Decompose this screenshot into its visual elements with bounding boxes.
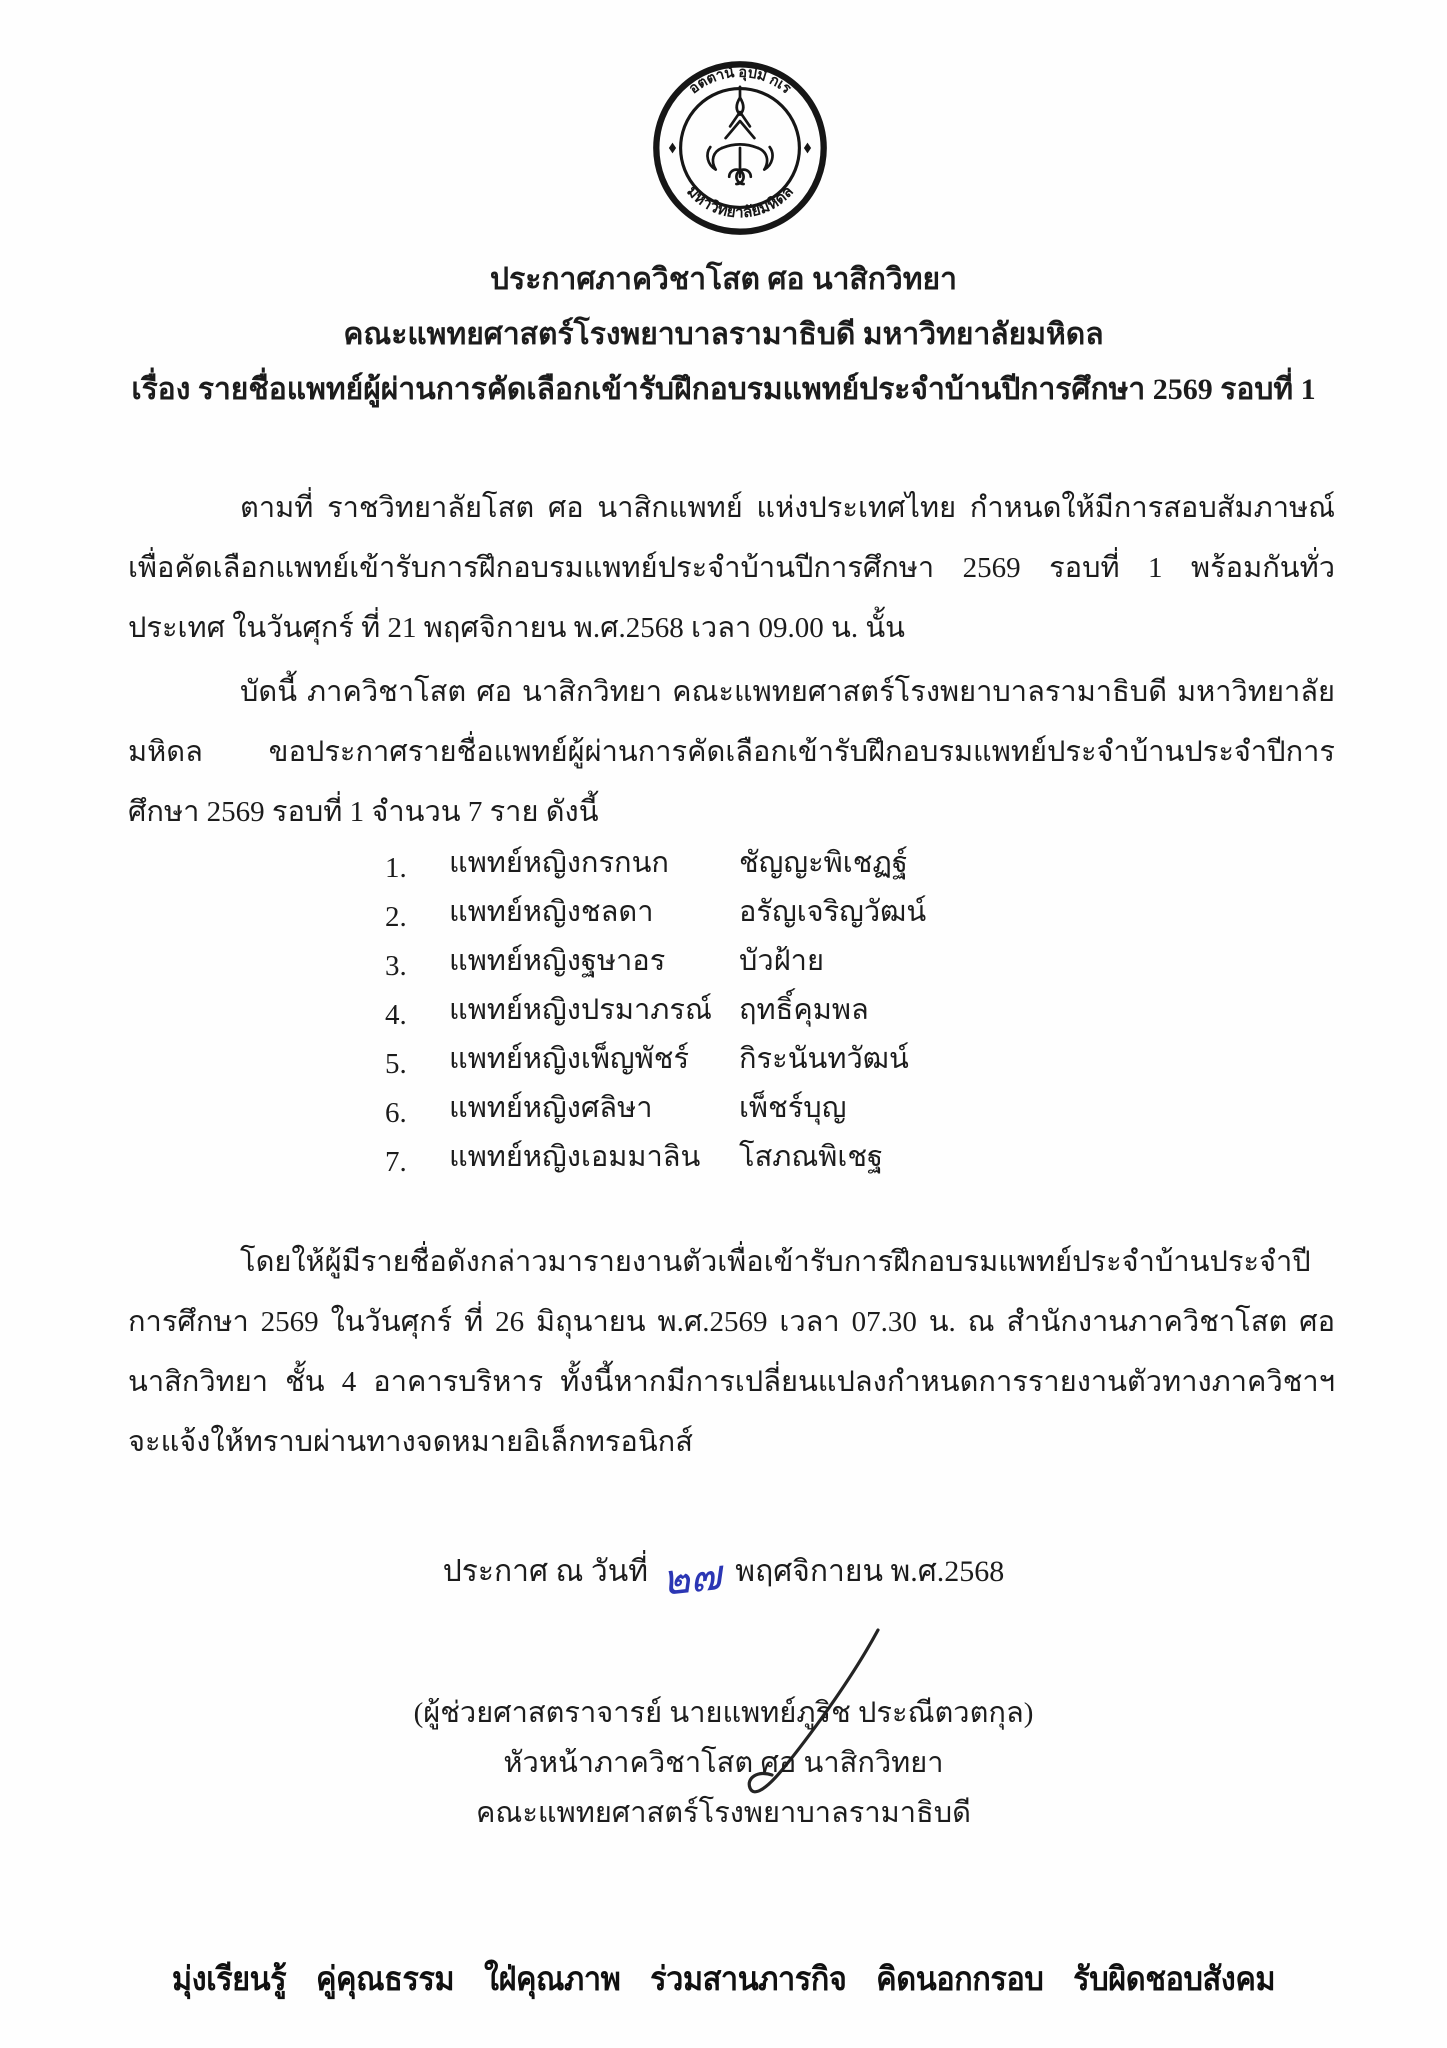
doctor-list-row bbox=[385, 1032, 926, 1081]
announcement-date-line bbox=[0, 1548, 1447, 1605]
motto-word: มุ่งเรียนรู้ bbox=[171, 1960, 287, 1997]
motto-word: คู่คุณธรรม bbox=[315, 1960, 455, 1997]
doctor-last-name: บัวฝ้าย bbox=[739, 945, 824, 977]
seal-top-motto: อตตานํ อุปมํ กเร bbox=[686, 64, 794, 98]
title-line-department: ประกาศภาควิชาโสต ศอ นาสิกวิทยา bbox=[490, 263, 957, 296]
doctor-number: 6. bbox=[385, 1097, 407, 1129]
seal-bottom-name: มหาวิทยาลัยมหิดล bbox=[683, 182, 797, 222]
signatory-title: หัวหน้าภาควิชาโสต ศอ นาสิกวิทยา bbox=[503, 1747, 944, 1779]
doctor-list-row bbox=[385, 1081, 926, 1130]
paragraph-background: ตามที่ ราชวิทยาลัยโสต ศอ นาสิกแพทย์ แห่งประเทศไทย กำหนดให้มีการสอบสัมภาษณ์เพื่อคัดเลือกแพทย์เข้ารับการฝึกอบรมแพทย์ประจำบ้านปีการศึกษา 2569 รอบที่ 1 พร้อมกันทั่วประเทศ ในวันศุกร์ ที่ 21 พฤศจิกายน พ.ศ.2568 เวลา 09.00 น. นั้น bbox=[128, 492, 1335, 644]
doctor-number: 4. bbox=[385, 999, 407, 1031]
paragraph-reporting-instructions: โดยให้ผู้มีรายชื่อดังกล่าวมารายงานตัวเพื่อเข้ารับการฝึกอบรมแพทย์ประจำบ้านประจำปีการศึกษา 2569 ในวันศุกร์ ที่ 26 มิถุนายน พ.ศ.2569 เวลา 07.30 น. ณ สำนักงานภาควิชาโสต ศอ นาสิกวิทยา ชั้น 4 อาคารบริหาร ทั้งนี้หากมีการเปลี่ยนแปลงกำหนดการรายงานตัวทางภาควิชาฯ จะแจ้งให้ทราบผ่านทางจดหมายอิเล็กทรอนิกส์ bbox=[128, 1246, 1335, 1458]
footer-motto bbox=[51, 1952, 1397, 2005]
doctor-number: 5. bbox=[385, 1048, 407, 1080]
date-prefix: ประกาศ ณ วันที่ bbox=[442, 1555, 649, 1588]
doctor-first-name: แพทย์หญิงฐษาอร bbox=[449, 945, 666, 977]
doctor-last-name: เพ็ชร์บุญ bbox=[739, 1092, 847, 1124]
doctor-last-name: ฤทธิ์คุมพล bbox=[739, 994, 869, 1026]
signatory-name: (ผู้ช่วยศาสตราจารย์ นายแพทย์ภูริช ประณีตวตกุล) bbox=[413, 1697, 1034, 1729]
motto-word: รับผิดชอบสังคม bbox=[1073, 1960, 1276, 1997]
doctor-first-name: แพทย์หญิงเพ็ญพัชร์ bbox=[449, 1043, 690, 1075]
motto-word: ใฝ่คุณภาพ bbox=[483, 1960, 621, 1997]
signatory-block bbox=[0, 1688, 1447, 1838]
doctor-list bbox=[385, 836, 926, 1179]
title-line-subject: เรื่อง รายชื่อแพทย์ผู้ผ่านการคัดเลือกเข้ารับฝึกอบรมแพทย์ประจำบ้านปีการศึกษา 2569 รอบที่ 1 bbox=[131, 373, 1316, 406]
doctor-number: 1. bbox=[385, 852, 407, 884]
doctor-first-name: แพทย์หญิงศลิษา bbox=[449, 1092, 653, 1124]
doctor-first-name: แพทย์หญิงปรมาภรณ์ bbox=[449, 994, 712, 1026]
date-suffix: พฤศจิกายน พ.ศ.2568 bbox=[735, 1555, 1005, 1588]
document-title-block bbox=[0, 252, 1447, 417]
doctor-list-row bbox=[385, 836, 926, 885]
motto-word: คิดนอกกรอบ bbox=[876, 1960, 1044, 1997]
handwritten-day-number: ๒๗ bbox=[659, 1550, 724, 1605]
doctor-list-row bbox=[385, 934, 926, 983]
paragraph-announcement: บัดนี้ ภาควิชาโสต ศอ นาสิกวิทยา คณะแพทยศาสตร์โรงพยาบาลรามาธิบดี มหาวิทยาลัยมหิดล ขอประกาศรายชื่อแพทย์ผู้ผ่านการคัดเลือกเข้ารับฝึกอบรมแพทย์ประจำบ้านประจำปีการศึกษา 2569 รอบที่ 1 จำนวน 7 ราย ดังนี้ bbox=[128, 676, 1335, 828]
doctor-number: 7. bbox=[385, 1146, 407, 1178]
motto-word: ร่วมสานภารกิจ bbox=[650, 1960, 847, 1997]
mahidol-university-seal bbox=[650, 58, 830, 238]
doctor-first-name: แพทย์หญิงกรกนก bbox=[449, 847, 669, 879]
doctor-number: 3. bbox=[385, 950, 407, 982]
doctor-last-name: อรัญเจริญวัฒน์ bbox=[739, 896, 927, 928]
doctor-first-name: แพทย์หญิงชลดา bbox=[449, 896, 654, 928]
doctor-list-row bbox=[385, 1130, 926, 1179]
title-line-faculty: คณะแพทยศาสตร์โรงพยาบาลรามาธิบดี มหาวิทยาลัยมหิดล bbox=[343, 318, 1104, 351]
doctor-list-row bbox=[385, 885, 926, 934]
doctor-last-name: โสภณพิเชฐ bbox=[739, 1141, 884, 1173]
signatory-office: คณะแพทยศาสตร์โรงพยาบาลรามาธิบดี bbox=[476, 1797, 971, 1829]
doctor-list-row bbox=[385, 983, 926, 1032]
doctor-last-name: กิระนันทวัฒน์ bbox=[739, 1043, 909, 1075]
doctor-last-name: ชัญญะพิเชฏฐ์ bbox=[739, 847, 908, 879]
seal-crown-icon bbox=[707, 87, 772, 184]
doctor-number: 2. bbox=[385, 901, 407, 933]
doctor-first-name: แพทย์หญิงเอมมาลิน bbox=[449, 1141, 701, 1173]
